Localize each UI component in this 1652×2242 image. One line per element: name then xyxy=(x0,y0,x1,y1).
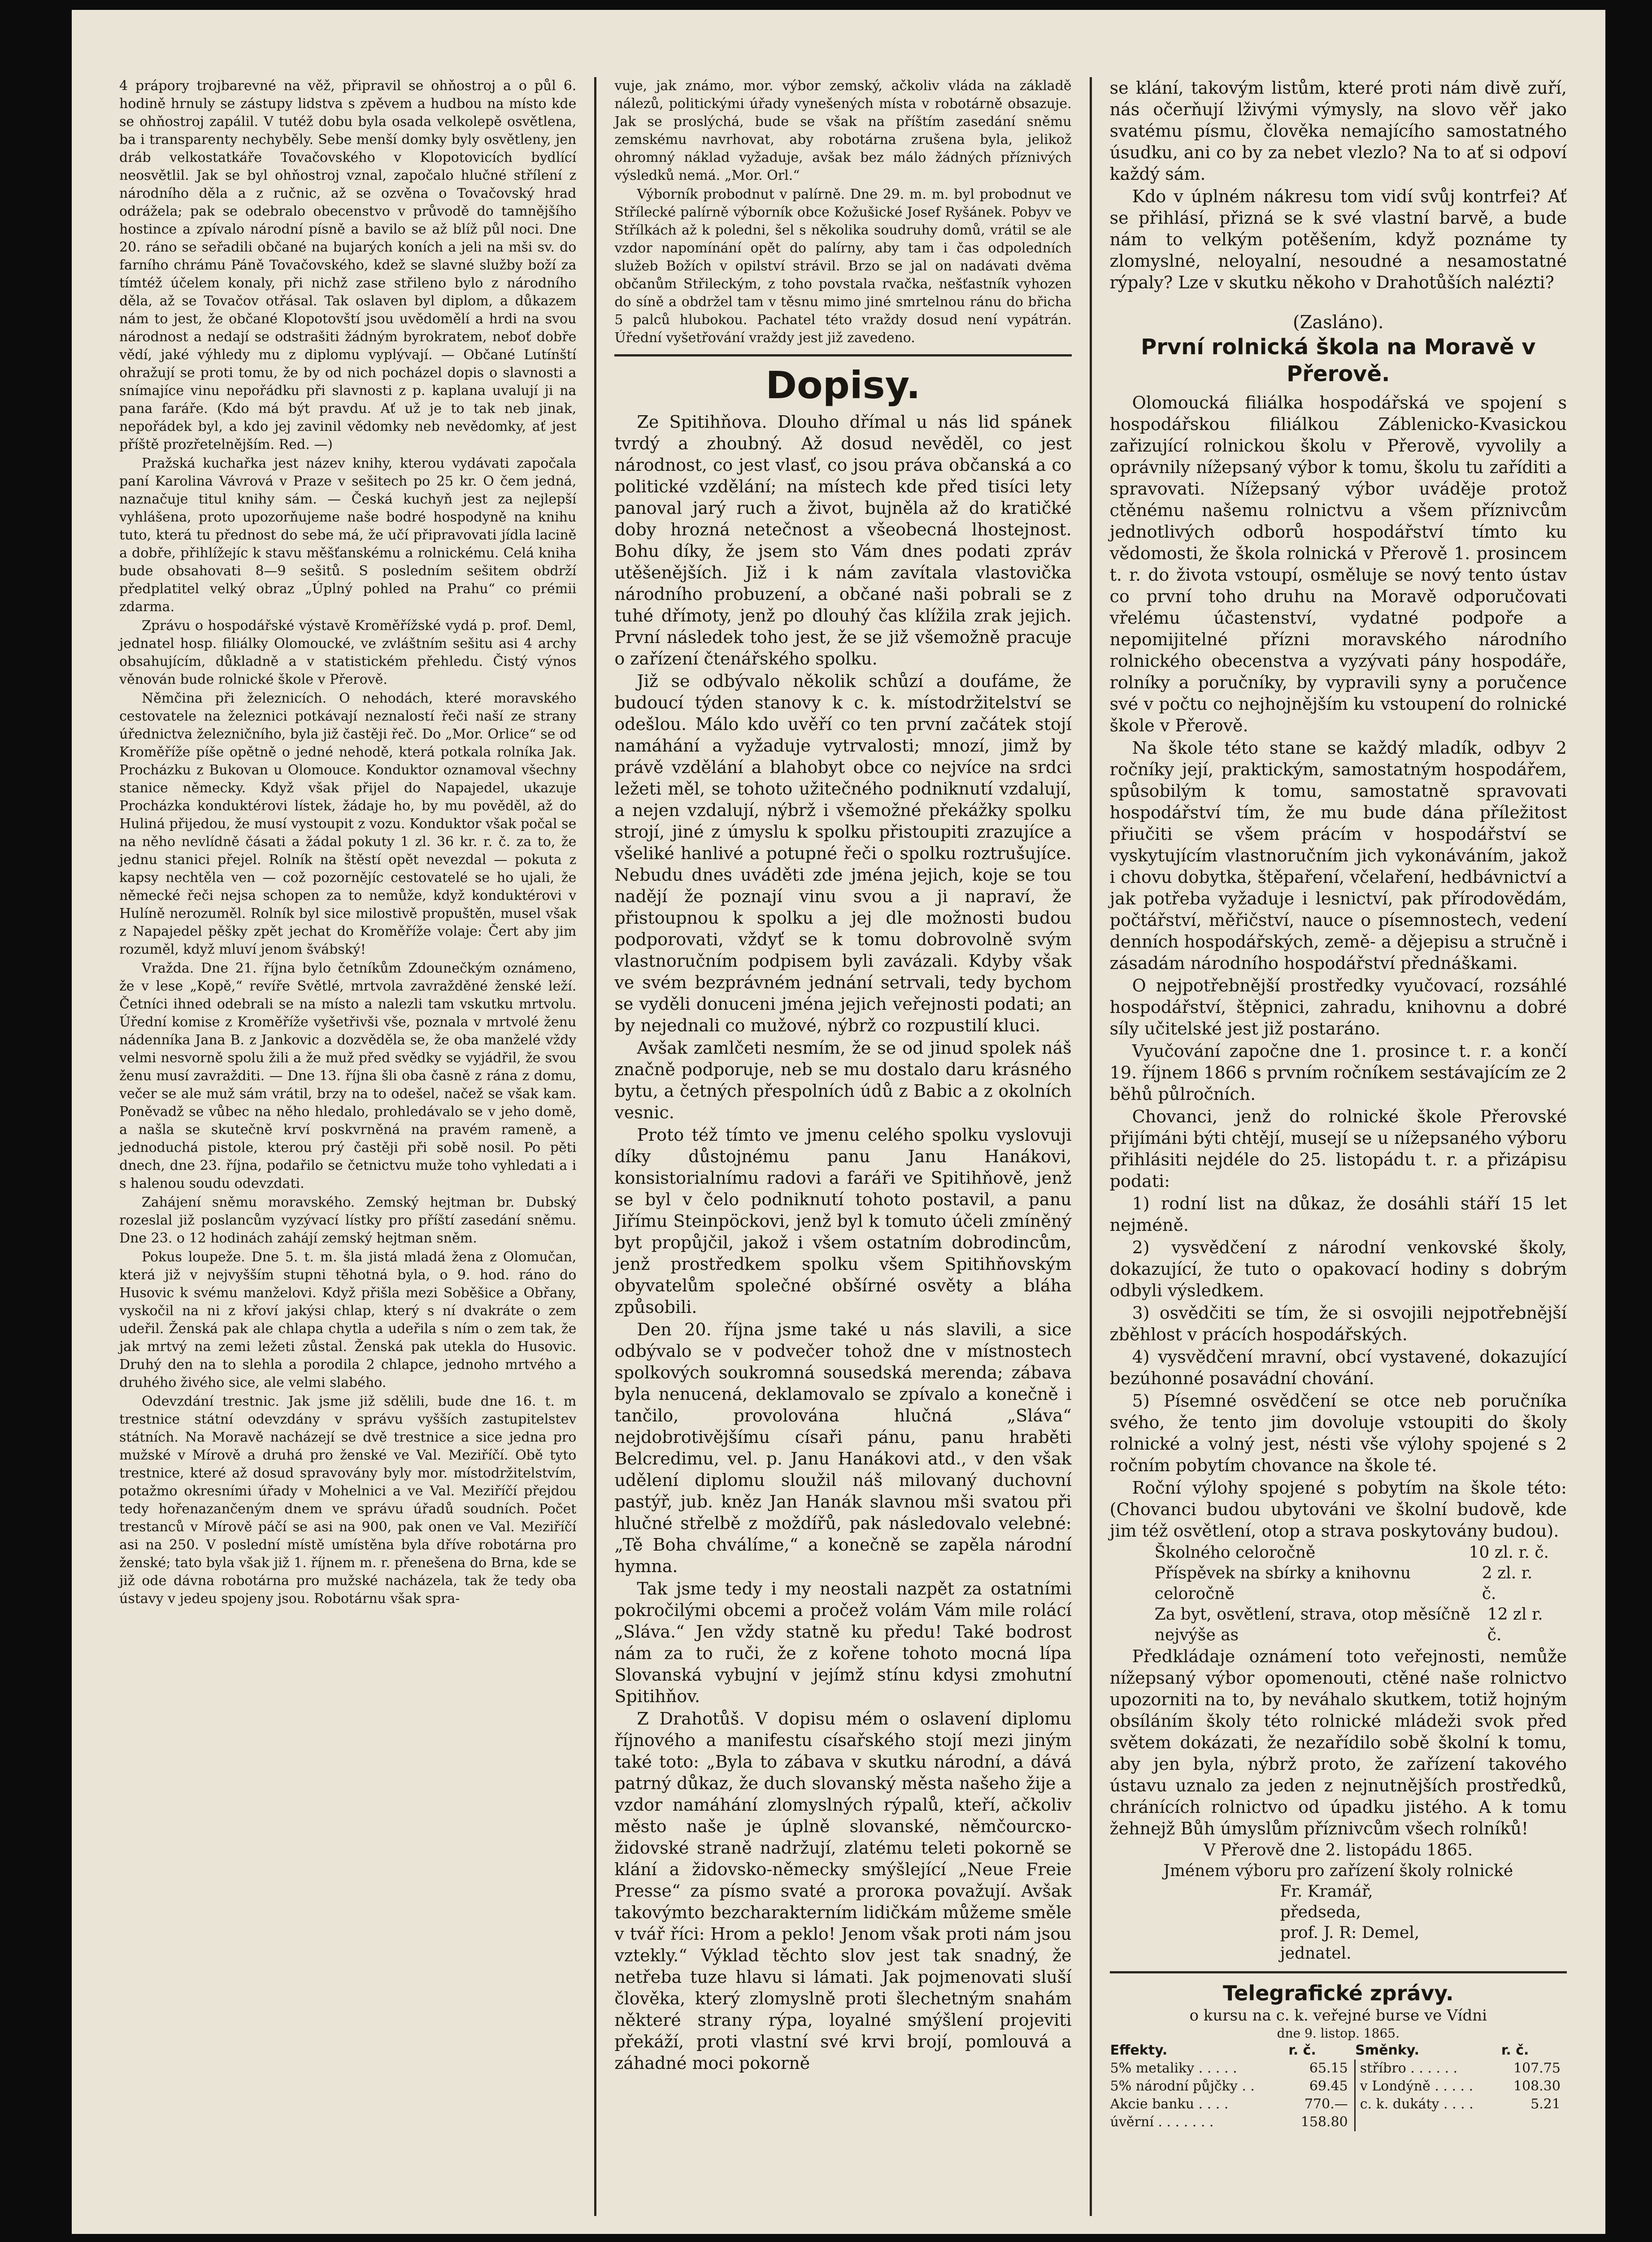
newspaper-page xyxy=(72,10,1605,2234)
school-text: Předkládaje oznámení toto veřejnosti, nemůže nížepsaný výbor opomenouti, ctěné naše rolnictvo upozorniti na to, by neváhalo skutkem, totiž hojným obsíláním školy této rolnické mládeži svok před světem dokázati, že nezařídilo sobě školní k tomu, aby jen byla, nýbrž proto, že zařízení takového ústavu uznalo za jeden z nejnutnějších prostředků, chránících rolnictvo od úpadku jistého. A k tomu žehnejž Bůh úmyslům příznivcům všech rolníků! xyxy=(1109,1647,1567,1838)
fee-row xyxy=(1155,1563,1567,1604)
columns xyxy=(108,77,1578,2216)
cell: 69.45 xyxy=(1309,2078,1348,2094)
column-2 xyxy=(603,77,1083,2216)
article-text: Zahájení sněmu moravského. Zemský hejtman br. Dubský rozeslal již poslancům vyzývací lístky pro příští zasedání sněmu. Dne 23. o 12 hodinách zahájí zemský hejtman sněm. xyxy=(119,1195,577,1246)
column-header: r. č. xyxy=(1288,2042,1316,2058)
article-text: vuje, jak známo, mor. výbor zemský, ačkoliv vláda na základě nálezů, politickými úřady vynešených místa v robotárně obsazuje. Jak se proslýchá, bude se však na příštím zasedání sněmu zemskému navrhovat, aby robotárna zrušena byla, jelikož ohromný náklad vyžaduje, avšak bez málo žádných příznivých výsledků nemá. „Mor. Orl.“ xyxy=(614,78,1072,183)
cell: 5% metaliky . . . . . xyxy=(1110,2060,1237,2076)
school-article-title: První rolnická škola na Moravě v Přerově. xyxy=(1141,335,1536,387)
fee-value: 2 zl. r. č. xyxy=(1482,1564,1533,1603)
school-text: Chovanci, jenž do rolnické škole Přerovské přijímáni býti chtějí, musejí se u nížepsaného výboru přihlásiti nejdéle do 25. listopádu t. r. a přizápisu podati: xyxy=(1109,1107,1567,1191)
requirement-item: 2) vysvědčení z národní venkovské školy, dokazující, že tuto o opakovací hodiny s dobrým odbyli výsledkem. xyxy=(1109,1238,1567,1300)
cell xyxy=(1501,2113,1567,2131)
letter-text: Avšak zamlčeti nesmím, že se od jinud spolek náš značně podporuje, neb se mu dostalo daru krásného bytu, a četných přespolních údů z Babic a z okolních vesnic. xyxy=(614,1038,1072,1122)
cell: 108.30 xyxy=(1513,2078,1561,2094)
letter-text: Proto též tímto ve jmenu celého spolku vyslovuji díky důstojnému panu Janu Hanákovi, konsistorialnímu radovi a faráři ve Spitihňově, jenž se byl v čelo podniknutí tohoto postavil, a panu Jiřímu Steinpöckovi, jenž byl k tomuto účeli zmíněný byt propůjčil, jakož i všem ostatním dobrodincům, jenž prostředkem spolku všem Spitihňovským obyvatelům společné obšírné osvěty a bláha způsobili. xyxy=(614,1125,1072,1317)
cell xyxy=(1355,2113,1501,2131)
requirement-item: 4) vysvědčení mravní, obcí vystavené, dokazující bezúhonné posavádní chování. xyxy=(1109,1347,1567,1388)
telegraph-title: Telegrafické zprávy. xyxy=(1222,1981,1454,2005)
letter-text: se klání, takovým listům, které proti nám divě zuří, nás očerňují lživými výmysly, na slovo věř jako svatému písmu, člověka nemajícího samostatného úsudku, ani co by za nebet vlezlo? Na to ať si odpoví každý sám. xyxy=(1109,78,1567,184)
table-row xyxy=(1110,2095,1567,2113)
column-3 xyxy=(1098,77,1578,2216)
cell: úvěrní . . . . . . . xyxy=(1110,2114,1214,2130)
zaslano-label: (Zasláno). xyxy=(1293,312,1384,333)
signatory-role: předseda, xyxy=(1280,1903,1361,1921)
column-header: Směnky. xyxy=(1355,2042,1419,2058)
article-text: Němčina při železnicích. O nehodách, které moravského cestovatele na železnici potkávají neznalostí řeči naší ze strany úřednictva železničního, byla již častěji řeč. Do „Mor. Orlice“ se od Kroměříže píše opětně o jedné nehodě, která potkala rolníka Jak. Procházku z Bukovan u Olomouce. Konduktor oznamoval všechny stanice německy. Když však přijel do Napajedel, ukazuje Procházka konduktérovi lístek, žádaje ho, by mu pověděl, až do Huliná přijedou, že musí vystoupit z vozu. Konduktor však počal se na něho nevlídně čásati a žádal pokuty 1 zl. 36 kr. r. č. za to, že jednu stanici přejel. Rolník na štěstí opět nevezdal — pokuta z kapsy nechtěla ven — což pozornějíc cestovatelé se ho ujali, že německé řeči nejsa schopen za to nemůže, když konduktérovi v Hulíně nerozuměl. Rolník byl sice milostivě propuštěn, musel však z Napajedel pěšky zpět jechat do Kroměříže volaje: Čert aby jim rozuměl, když mluví jenom švábský! xyxy=(119,691,577,957)
school-text: Vyučování započne dne 1. prosince t. r. a končí 19. říjnem 1866 s prvním ročníkem sestávajícím ze 2 běhů půlročních. xyxy=(1109,1041,1567,1104)
cell: 5.21 xyxy=(1530,2096,1561,2112)
article-text: Výborník probodnut v palírně. Dne 29. m. m. byl probodnut ve Střílecké palírně výborník obce Kožušické Josef Ryšánek. Pobyv ve Střílkách až k poledni, šel s několika soudruhy domů, vrátil se ale vzdor napomínání opět do palírny, aby tam i čas odpoledních služeb Božích v opilství strávil. Brzo se jal on nadávati dvěma občanům Střileckým, z toho povstala rvačka, nešťastník vyhozen do síně a obdržel tam v těsnu mimo jiné smrtelnou ránu do břicha 5 palců hlubokou. Pachatel této vraždy dosud není vypátrán. Úřední vyšetřování vraždy jest již zavedeno. xyxy=(614,187,1072,346)
article-text: Pokus loupeže. Dne 5. t. m. šla jistá mladá žena z Olomučan, která již v nejvyšším stupni těhotná byla, o 9. hod. ráno do Husovic k svému manželovi. Když přišla mezi Soběšice a Obřany, vyskočil na ni z křoví jakýsi chlap, který s ní dvakráte o zem udeřil. Ženská pak ale chlapa chytla a udeřila s ním o zem tak, že jak mrtvý na zemi ležeti zůstal. Ženská pak utekla do Husovic. Druhý den na to slehla a porodila 2 chlapce, jednoho mrtvého a druhého živého sice, ale velmi slabého. xyxy=(119,1249,577,1390)
letter-text: Den 20. října jsme také u nás slavili, a sice odbývalo se v podvečer tohož dne v místnostech spolkových soukromná sousedská merenda; zábava byla nenucená, deklamovalo se zpívalo a konečně i tančilo, provolována hlučná „Sláva“ nejdobrotivějšímu císaři pánu, panu hraběti Belcredimu, vel. p. Janu Hanákovi atd., v den však udělení diplomu sloužil náš milovaný duchovní pastýř, jub. kněz Jan Hanák slavnou mši svatou při hlučné střelbě z moždířů, pak následovalo velebné: „Tě Boha chválíme,“ a konečně se zapěla národní hymna. xyxy=(614,1320,1072,1576)
signature-block xyxy=(1110,1840,1567,1964)
cell: 158.80 xyxy=(1300,2114,1348,2130)
cell: c. k. dukáty . . . . xyxy=(1355,2095,1501,2113)
article-text: Zprávu o hospodářské výstavě Kroměřížské vydá p. prof. Deml, jednatel hosp. filiálky Olomoucké, ve zvláštním sešitu asi 4 archy obsahujícím, důkladně a v statistickém přehledu. Čistý výnos věnován bude rolnické škole v Přerově. xyxy=(119,618,577,687)
article-text: Vražda. Dne 21. října bylo četníkům Zdounečkým oznámeno, že v lese „Kopě,“ revíře Světlé, mrtvola zavražděné ženské leží. Četníci ihned odebrali se na místo a nalezli tam vskutku mrtvolu. Úřední komise z Kroměříže vyšetřivši vše, poznala v mrtvolé ženu nádenníka Jana B. z Jankovic a dozvěděla se, že oba manželé vždy velmi nesvorně spolu žili a že muž před svědky se vyjádřil, že svou ženu musí zavražditi. — Dne 13. října šli oba časně z rána z domu, večer se ale muž sám vrátil, brzy na to odešel, načež se však kam. Poněvadž se vůbec na něho hledalo, prohledávalo se v jeho domě, a našla se skutečně krví poskvrněná na pravém rameně, a jednoduchá pistole, kterou prý častěji při sobě nosil. Po pěti dnech, dne 23. října, podařilo se četnictvu muže toho vyhledati a i s halenou soudu odevzdati. xyxy=(119,960,577,1191)
fee-row xyxy=(1155,1542,1567,1563)
telegraph-date: dne 9. listop. 1865. xyxy=(1277,2026,1400,2041)
letters-section xyxy=(614,411,1071,2074)
school-text: Olomoucká filiálka hospodářská ve spojení s hospodářskou filiálkou Záblenicko-Kvasickou zařizující rolnickou školu v Přerově, vyvolily a oprávnily nížepsaný výbor k tomu, školu tu zaříditi a spravovati. Nížepsaný výbor uváděje protož ctěnému našemu rolnictvu a všem příznivcům jednotlivých odborů hospodářství tímto ku vědomosti, že škola rolnická v Přerově 1. prosincem t. r. do života vstoupí, osměluje se nový tento ústav co první toho druhu na Moravě odporučovati vřelému účastenství, vydatné podpoře a nepomijitelné přízni moravského národního rolnického obecenstva a vyzývati pány hospodáře, rolníky a poručníky, by vypravili syny a poručence své v počtu co nejhojnějším ku vstoupení do rolnické škole v Přerově. xyxy=(1109,393,1567,735)
article-text: Odevzdání trestnic. Jak jsme již sdělili, bude dne 16. t. m trestnice státní odevzdány v správu vyšších zastupitelstev státních. Na Moravě nacházejí se dvě trestnice a sice jedna pro mužské v Mírově a druhá pro ženské ve Val. Meziříčí. Obě tyto trestnice, které až dosud spravovány byly mor. místodržitelstvím, potažmo okresními úřady v Mohelnici a ve Val. Meziříčí přejdou tedy hořenazančeným dnem ve správu úřadů soudních. Počet trestanců v Mírově páčí se asi na 900, pak onen ve Val. Meziříčí asi na 250. V poslední místě umístěna byla dříve robotárna pro ženské; tato byla však již 1. říjnem m. r. přenešena do Brna, kde se již ode dávna robotárna pro mužské nacházela, tak že tedy oba ústavy v jedeu spojeny jsou. Robotárnu však spra- xyxy=(119,1394,577,1607)
cell: 65.15 xyxy=(1309,2060,1348,2076)
section-divider xyxy=(614,354,1071,356)
cell: stříbro . . . . . . xyxy=(1355,2060,1501,2077)
fee-label: Příspěvek na sbírky a knihovnu celoročně xyxy=(1154,1564,1411,1603)
letter-text: Již se odbývalo několik schůzí a doufáme, že budoucí týden stanovy k c. k. místodržitelství se odešlou. Málo kdo uvěří co ten první začátek stojí namáhání a vyžaduje vytrvalosti; mnozí, jimž by právě vzdělání a blahobyt obce co nejvíce na srdci ležeti měl, se tohoto užitečného podniknutí vzdalují, a nejen vzdalují, nýbrž i všemožné překážky spolku strojí, jiné z úmyslu k spolku přistoupiti zrazujíce a všeliké hanlivé a potupné řeči o spolku roztrušujíce. Nebudu dnes uváděti zde jména jejich, koje se tou nadějí že poznají vinu svou a ji napraví, že přistoupnou k spolku a jej dle možnosti budou podporovati, vždyť se k tomu dobrovolně svým vlastnoručním podpisem byli zavázali. Kdyby však ve svém bezprávném jednání setrvali, tedy bychom se vyděli donuceni jména jejich veřejnosti podati; an by nejednali co mužové, nýbrž co rozpustilí kluci. xyxy=(614,671,1072,1035)
fee-value: 12 zl r. č. xyxy=(1487,1605,1543,1644)
table-header-row xyxy=(1110,2042,1567,2060)
article-text: Pražská kuchařka jest název knihy, kterou vydávati započala paní Karolina Vávrová v Praze v sešitech po 25 kr. O čem jedná, naznačuje titul knihy sám. — Česká kuchyň jest za nejlepší vyhlášena, proto upozorňujeme naše bodré hospodyně na knihu tuto, která tu přednost do sebe má, že učí připravovati jídla lacině a dobře, přihlížejíc k stavu měšťanskému a rolnickému. Celá kniha bude obsahovati 8—9 sešitů. S posledním sešitem obdrží předplatitel velký obraz „Úplný pohled na Prahu“ co prémii zdarma. xyxy=(119,456,577,615)
exchange-rates-table xyxy=(1110,2042,1567,2131)
section-divider xyxy=(1110,1971,1567,1973)
column-header: Effekty. xyxy=(1110,2042,1168,2058)
signatory-name: prof. J. R: Demel, xyxy=(1280,1924,1420,1942)
column-header: r. č. xyxy=(1501,2042,1529,2058)
committee-line: Jménem výboru pro zařízení školy rolnické xyxy=(1163,1862,1513,1880)
article-text: 4 prápory trojbarevné na věž, připravil se ohňostroj a o půl 6. hodině hrnuly se zástupy lidstva s zpěvem a hudbou na místo kde se ohňostroj zapálil. V tutéž dobu byla osada velkolepě osvětlena, ba i transparenty nechyběly. Sebe menší domky byly osvětleny, jen dráb velkostatkáře Tovačovského v Klopotovicích bydlící neosvětlil. Jak se byl ohňostroj vznal, započalo hlučné střílení z národního děla a z ručnic, až se ozvěna o Tovačovský hrad odrážela; pak se odebralo obecenstvo v průvodě do tamnějšího hostince a zpívalo národní písně a bavilo se až blíž půl noci. Dne 20. ráno se seřadili občané na bujarých koních a jeli na mši sv. do farního chrámu Páně Tovačovského, kdež se slavné služby boží za tímtéž účelem konaly, při nichž zase střileno bylo z národního děla, až se Tovačov otřásal. Tak oslaven byl diplom, a důkazem nám to jest, že občané Klopotovští jsou uvědomělí a hrdi na svou národnost a nedají se odstrašiti žádným byrokratem, neboť dobře vědí, jaké výhledy mu z diplomu vyplývají. — Občané Lutínští ohražují se proti tomu, že by od nich pocházel dopis o slavnosti a snímajíce vinu nepořádku při slavnosti z p. kaplana uvalují ji na pana faráře. (Kdo má být pravdu. Ať už je to tak neb jinak, nepořádek byl, a kdo jej zavinil vědomky neb nevědomky, ať jest příště prozřetelnějším. Red. —) xyxy=(119,78,577,452)
cell: v Londýně . . . . . xyxy=(1355,2077,1501,2095)
cell: 107.75 xyxy=(1513,2060,1561,2076)
letter-text: Tak jsme tedy i my neostali nazpět za ostatními pokročilými obcemi a pročež volám Vám mile rolácí „Sláva.“ Jen vždy statně ku předu! Také bodrost nám za to ruči, že z kořene tohoto mocná lípa Slovanská vybujní v jejímž stínu kdysi zmohutní Spitihňov. xyxy=(614,1579,1072,1706)
table-row xyxy=(1110,2113,1567,2131)
school-text: O nejpotřebnější prostředky vyučovací, rozsáhlé hospodářství, štěpnici, zahradu, knihovnu a dobré síly učitelské jest již postaráno. xyxy=(1109,976,1567,1038)
column-divider xyxy=(1090,77,1092,2216)
table-row xyxy=(1110,2060,1567,2077)
fee-value: 10 zl. r. č. xyxy=(1469,1543,1549,1562)
letter-text: Kdo v úplném nákresu tom vidí svůj kontrfei? Ať se přihlásí, přizná se k své vlastní barvě, a bude nám to velkým potěšením, když poznáme ty zlomyslné, neloyalní, nesoudné a nesamostatné rýpaly? Lze v skutku někoho v Drahotůších nalézti? xyxy=(1109,187,1567,292)
table-row xyxy=(1110,2077,1567,2095)
requirement-item: 5) Písemné osvědčení se otce neb poručníka svého, že tento jim dovoluje vstoupiti do školy rolnické a volný jest, nésti vše výlohy spojené s 2 ročním pobytím chovance na škole té. xyxy=(1109,1391,1567,1475)
cell: Akcie banku . . . . xyxy=(1110,2096,1229,2112)
column-1 xyxy=(108,77,588,2216)
cell: 770.— xyxy=(1304,2096,1348,2112)
letter-text: Z Drahotůš. V dopisu mém o oslavení diplomu říjnového a manifestu císařského stojí mezi jiným také toto: „Byla to zábava v skutku národní, a dává patrný důkaz, že duch slovanský města našeho žije a vzdor namáhání zlomyslných rýpalů, kteří, ačkoliv město naše je úplně slovanské, němčourско-židovské straně nadržují, zlatému teleti pokorně se klání a židovsko-německy smýšlející „Neue Freie Presse“ za písmo svaté a prorока považují. Avšak takovýmto bezcharakterním lidičkám můžeme směle v tvář říci: Hrom a peklo! Jenom však proti nám jsou vztekly.“ Výklad těchto slov jest tak snadný, že netřeba tuze hlavu si lámati. Jak pojmenovati sluší člověka, který zlomyslně proti šlechetným snahám některé strany rýpa, loyalné smýšlení projeviti překáží, proti vlastní své krvi brojí, pomlouvá a záhadné moci pokorně xyxy=(614,1709,1072,2073)
column-divider xyxy=(594,77,596,2216)
section-title: Dopisy. xyxy=(765,363,921,407)
fee-list xyxy=(1110,1542,1567,1646)
fee-row xyxy=(1155,1604,1567,1646)
telegraph-subtitle: o kursu na c. k. veřejné burse ve Vídni xyxy=(1189,2007,1487,2025)
cell: 5% národní půjčky . . xyxy=(1110,2078,1255,2094)
requirement-item: 1) rodní list na důkaz, že dosáhli stáří 15 let nejméně. xyxy=(1109,1194,1567,1235)
signatory-role: jednatel. xyxy=(1280,1944,1352,1963)
school-text: Roční výlohy spojené s pobytím na škole této: (Chovanci budou ubytováni ve školní budově, kde jim též osvětlení, otop a strava poskytovány budou). xyxy=(1109,1478,1567,1541)
school-text: Na škole této stane se každý mladík, odbyv 2 ročníky její, praktickým, samostatným hospodářem, spůsobilým k tomu, samostatně spravovati hospodářství tím, že mu bude dána příležitost přiučiti se všem prácím v hospodářství se vyskytujícím vlastnoručním jich vykonáváním, jakož i chovu dobytka, štěpaření, včelaření, hedbávnictví a jak potřeba vyžaduje i lesnictví, pak přírodovědám, počtářství, měřičství, nauce o písemnostech, vedení denních hospodářských, země- a dějepisu a stručně i zásadám národního hospodářství přednáškami. xyxy=(1109,738,1567,973)
signatory-name: Fr. Kramář, xyxy=(1280,1882,1373,1901)
fee-label: Školného celoročně xyxy=(1154,1543,1316,1562)
letter-text: Ze Spitihňova. Dlouho dřímal u nás lid spánek tvrdý a zhoubný. Až dosud nevěděl, co jest národnost, co jest vlasť, co jsou práva občanská a co politické vzdělání; na místech kde před tisíci lety panoval jarý ruch a život, bujněla až do kratičké doby hrozná netečnost a všeobecná lhostejnost. Bohu díky, že jsem sto Vám dnes podati zpráv utěšenějších. Již i k nám zavítala vlastovička národního probuzení, a občané naši pobrali se z tuhé dřímoty, jenž po dlouhý čas klížila zrak jejich. První následek toho jest, že se již všemožně pracuje o zařízení čtenářského spolku. xyxy=(614,412,1072,669)
requirement-item: 3) osvědčiti se tím, že si osvojili nejpotřebnější zběhlost v prácích hospodářských. xyxy=(1109,1303,1567,1344)
place-date: V Přerově dne 2. listopádu 1865. xyxy=(1204,1841,1473,1860)
fee-label: Za byt, osvětlení, strava, otop měsíčně nejvýše as xyxy=(1154,1605,1470,1644)
